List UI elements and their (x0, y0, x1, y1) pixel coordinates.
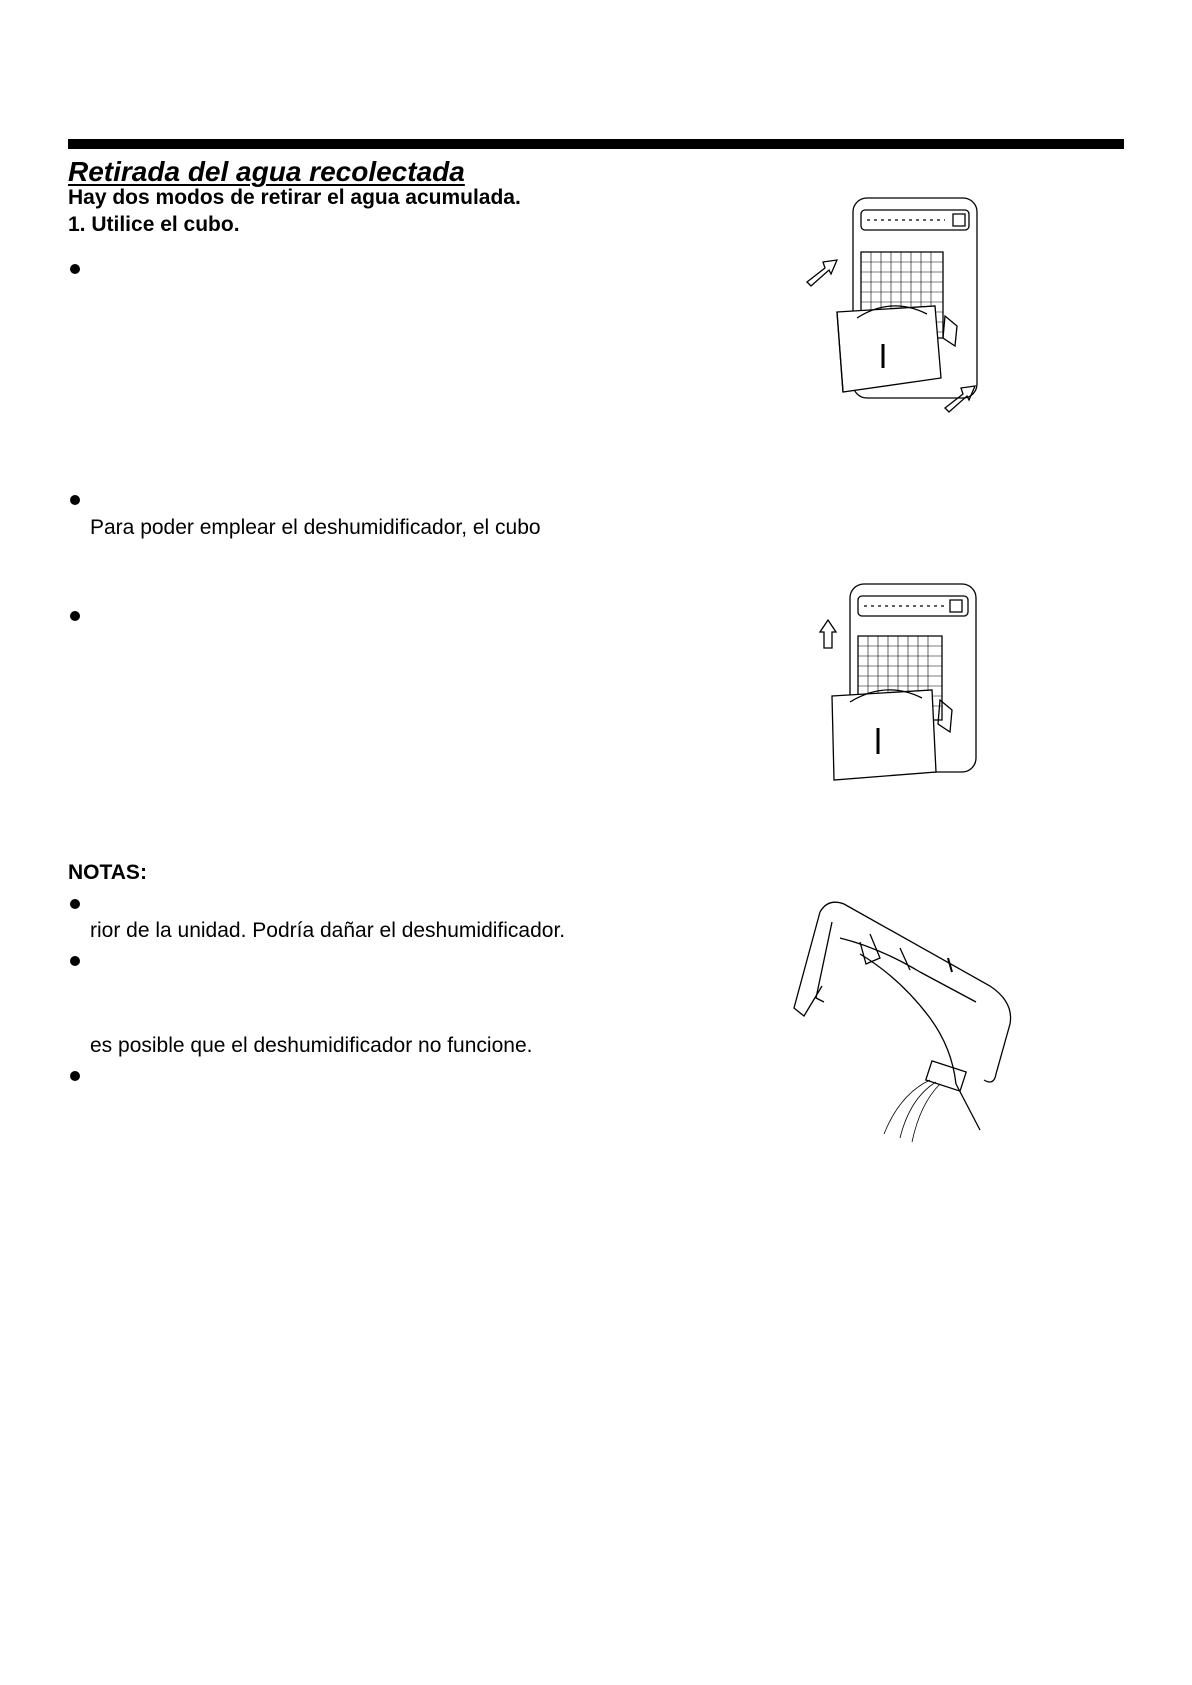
method-1-heading: 1. Utilice el cubo. (68, 213, 240, 236)
bullet-1 (70, 264, 80, 274)
bullet-3 (70, 611, 80, 621)
bullet-2 (70, 495, 80, 505)
notes-heading: NOTAS: (68, 861, 147, 884)
note-1-text: rior de la unidad. Podría dañar el deshumidificador. (90, 919, 566, 942)
section-title: Retirada del agua recolectada (68, 156, 465, 187)
note-bullet-3 (70, 1071, 80, 1081)
header-rule (68, 139, 1124, 149)
intro-text: Hay dos modos de retirar el agua acumulada. (68, 186, 521, 209)
dehumidifier-removal-figure (795, 196, 995, 416)
bucket-instruction-text: Para poder emplear el deshumidificador, el cubo (90, 516, 541, 539)
dehumidifier-insertion-figure (820, 582, 1000, 787)
note-bullet-1 (70, 899, 80, 909)
note-bullet-2 (70, 956, 80, 966)
bucket-drain-figure (780, 898, 1020, 1143)
note-2-text: es posible que el deshumidificador no funcione. (90, 1034, 533, 1057)
